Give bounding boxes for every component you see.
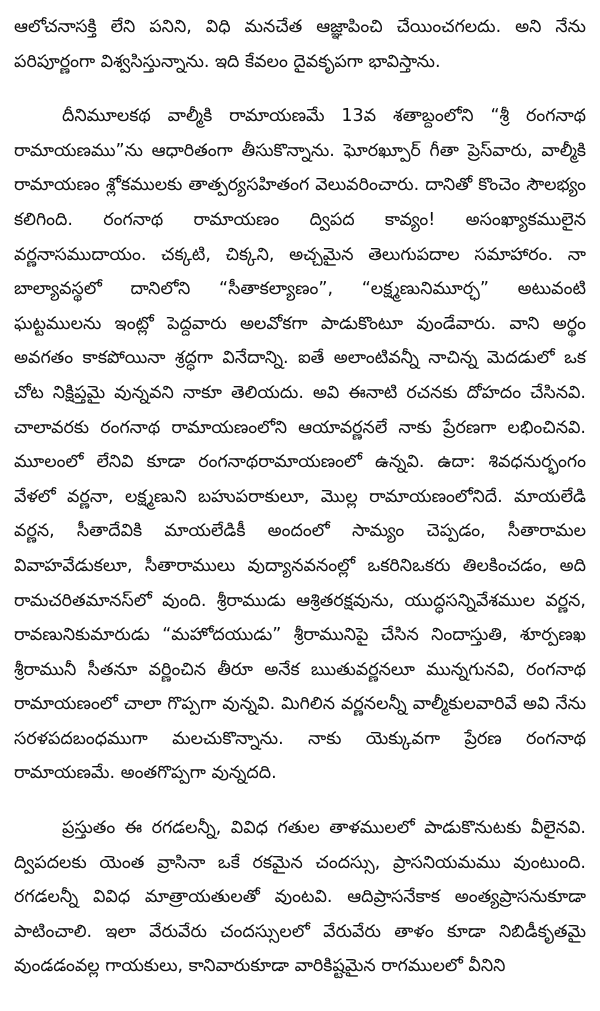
paragraph-ragadas: ప్రస్తుతం ఈ రగడలన్నీ, వివిధ గతుల తాళములలో పాడుకొనుటకు వీలైనవి. ద్విపదలకు యెంత వ్రాసినా ఒకే రకమైన చందస్సు, ప్రాసనియమము వుంటుంది. రగడలన్నీ వివిధ మాత్రాయతులతో వుంటవి. ఆదిప్రాసనేకాక అంత్యప్రాసనుకూడా పాటించాలి. ఇలా వేరువేరు చందస్సులలో వేరువేరు తాళం కూడా నిబిడీకృతమై వుండడంవల్ల గాయకులు, కానివారుకూడా వారికిష్టమైన రాగములలో వీనిని	[14, 818, 586, 977]
document-page	[14, 10, 586, 984]
paragraph-opening: ఆలోచనాసక్తి లేని పనిని, విధి మనచేత ఆజ్ఞాపించి చేయించగలదు. అని నేను పరిపూర్ణంగా విశ్వసిస్తున్నాను. ఇది కేవలం దైవకృపగా భావిస్తాను.	[14, 17, 586, 72]
paragraph-gap	[14, 79, 586, 99]
paragraph-gap	[14, 791, 586, 811]
paragraph-source-story: దీనిమూలకథ వాల్మీకి రామాయణమే 13వ శతాబ్దంలోని “శ్రీ రంగనాథ రామాయణము”ను ఆధారితంగా తీసుకొన్నాను. ఘోరఖ్పూర్ గీతా ప్రెస్‌వారు, వాల్మీకి రామాయణం శ్లోకములకు తాత్పర్యసహితంగ వెలువరించారు. దానితో కొంచెం సౌలభ్యం కలిగింది. రంగనాథ రామాయణం ద్విపద కావ్యం! అసంఖ్యాకములైన వర్ణనాసముదాయం. చక్కటి, చిక్కని, అచ్చమైన తెలుగుపదాల సమాహారం. నా బాల్యావస్థలో దానిలోని “సీతాకల్యాణం”, “లక్ష్మణునిమూర్ఛ” అటువంటి ఘట్టములను ఇంట్లో పెద్దవారు అలవోకగా పాడుకొంటూ వుండేవారు. వాని అర్థం అవగతం కాకపోయినా శ్రద్ధగా వినేదాన్ని. ఐతే అలాంటివన్నీ నాచిన్న మెదడులో ఒక చోట నిక్షిప్తమై వున్నవని నాకూ తెలియదు. అవి ఈనాటి రచనకు దోహదం చేసినవి. చాలావరకు రంగనాథ రామాయణంలోని ఆయావర్ణనలే నాకు ప్రేరణగా లభించినవి. మూలంలో లేనివి కూడా రంగనాథరామాయణంలో ఉన్నవి. ఉదా: శివధనుర్భంగం వేళలో వర్ణనా, లక్ష్మణుని బహుపరాకులూ, మొల్ల రామాయణంలోనిదే. మాయలేడి వర్ణన, సీతాదేవికి మాయలేడికీ అందంలో సామ్యం చెప్పడం, సీతారామల వివాహవేడుకలూ, సీతారాములు వుద్యానవనంల్లో ఒకరినిఒకరు తిలకించడం, అది రామచరితమానస్‌లో వుంది. శ్రీరాముడు ఆశ్రితరక్షవును, యుద్ధసన్నివేశముల వర్ణన, రావణునికుమారుడు “మహోదయుడు” శ్రీరామునిపై చేసిన నిందాస్తుతి, శూర్పణఖ శ్రీరామునీ సీతనూ వర్ణించిన తీరూ అనేక ఋతువర్ణనలూ మున్నగునవి, రంగనాథ రామాయణంలో చాలా గొప్పగా వున్నవి. మిగిలిన వర్ణనలన్నీ వాల్మీకులవారివే అవి నేను సరళపదబంధముగా మలచుకొన్నాను. నాకు యెక్కువగా ప్రేరణ రంగనాథ రామాయణమే. అంతగొప్పగా వున్నదది.	[14, 106, 586, 784]
